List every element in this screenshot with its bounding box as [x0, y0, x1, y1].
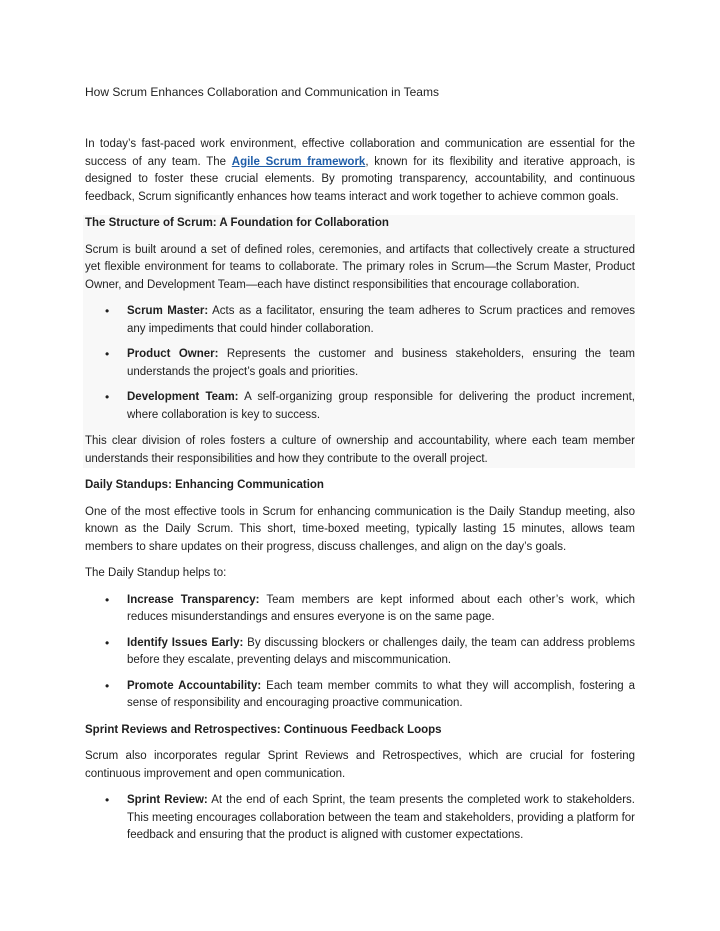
list-item-term: Scrum Master: [127, 305, 209, 317]
list-item [85, 792, 635, 845]
bullet-icon: • [105, 390, 110, 404]
list-item-text: By discussing blockers or challenges daily, the team can address problems before they escalate, preventing delays and miscommunication. [127, 636, 636, 666]
bullet-icon: • [105, 635, 110, 650]
list-item-term: Increase Transparency: [127, 593, 260, 606]
structure-closing: This clear division of roles fosters a culture of ownership and accountability, where each team member understands their responsibilities and how they contribute to the overall project. [85, 435, 635, 465]
list-item-term: Development Team: [127, 391, 239, 403]
document-body [85, 136, 635, 854]
list-item [85, 678, 635, 713]
agile-scrum-framework-link[interactable]: Agile Scrum framework [231, 155, 366, 168]
list-item-term: Promote Accountability: [127, 679, 262, 692]
intro-paragraph [85, 136, 635, 206]
standup-benefits-list [85, 592, 635, 713]
bullet-icon: • [105, 793, 110, 807]
structure-paragraph: Scrum is built around a set of defined roles, ceremonies, and artifacts that collectively create a structured yet flexible environment for teams to collaborate. The primary roles in Scrum—the Scrum Master, Product Owner, and Development Team—each have distinct responsibilities that encourage collaboration. [85, 243, 635, 291]
list-item [85, 635, 635, 670]
bullet-icon: • [105, 304, 110, 318]
structure-heading: The Structure of Scrum: A Foundation for Collaboration [85, 217, 389, 229]
list-item-term: Sprint Review: [127, 794, 208, 806]
list-item-term: Identify Issues Early: [127, 636, 244, 649]
list-item-text: Each team member commits to what they will accomplish, fostering a sense of responsibility and encouraging proactive communication. [127, 679, 635, 709]
list-item [85, 346, 635, 381]
standups-paragraph: One of the most effective tools in Scrum for enhancing communication is the Daily Standup meeting, also known as the Daily Scrum. This short, time-boxed meeting, typically lasting 15 minutes, allows team members to share updates on their progress, discuss challenges, and align on the day’s goals. [85, 505, 635, 553]
list-item-text: Team members are kept informed about each other’s work, which reduces misunderstandings and ensures everyone is on the same page. [127, 593, 636, 623]
reviews-paragraph: Scrum also incorporates regular Sprint Reviews and Retrospectives, which are crucial for fostering continuous improvement and open communication. [85, 750, 635, 780]
reviews-list [85, 792, 635, 845]
bullet-icon: • [105, 347, 110, 361]
list-item-text: Acts as a facilitator, ensuring the team adheres to Scrum practices and removes any impediments that could hinder collaboration. [127, 305, 635, 335]
list-item [85, 592, 635, 627]
document-title: How Scrum Enhances Collaboration and Communication in Teams [85, 85, 439, 99]
list-item [85, 303, 635, 338]
standups-lead: The Daily Standup helps to: [85, 567, 227, 579]
intro-text-start: In today’s fast-paced work environment, effective collaboration and communication are essential for the success of any team. The [85, 138, 635, 168]
intro-text-end: , known for its flexibility and iterative approach, is designed to foster these crucial elements. By promoting transparency, accountability, and continuous feedback, Scrum significantly enhances how teams interact and work together to achieve common goals. [85, 155, 635, 203]
reviews-heading: Sprint Reviews and Retrospectives: Continuous Feedback Loops [85, 723, 442, 736]
list-item [85, 389, 635, 424]
bullet-icon: • [105, 678, 110, 693]
roles-list [85, 303, 635, 424]
list-item-text: Represents the customer and business stakeholders, ensuring the team understands the project’s goals and priorities. [127, 348, 635, 378]
list-item-text: At the end of each Sprint, the team presents the completed work to stakeholders. This meeting encourages collaboration between the team and stakeholders, providing a platform for feedback and ensuring that the product is aligned with customer expectations. [127, 794, 635, 841]
list-item-term: Product Owner: [127, 348, 219, 360]
structure-section [83, 215, 635, 468]
list-item-text: A self-organizing group responsible for delivering the product increment, where collaboration is key to success. [127, 391, 635, 421]
standups-heading: Daily Standups: Enhancing Communication [85, 479, 324, 491]
bullet-icon: • [105, 592, 110, 607]
